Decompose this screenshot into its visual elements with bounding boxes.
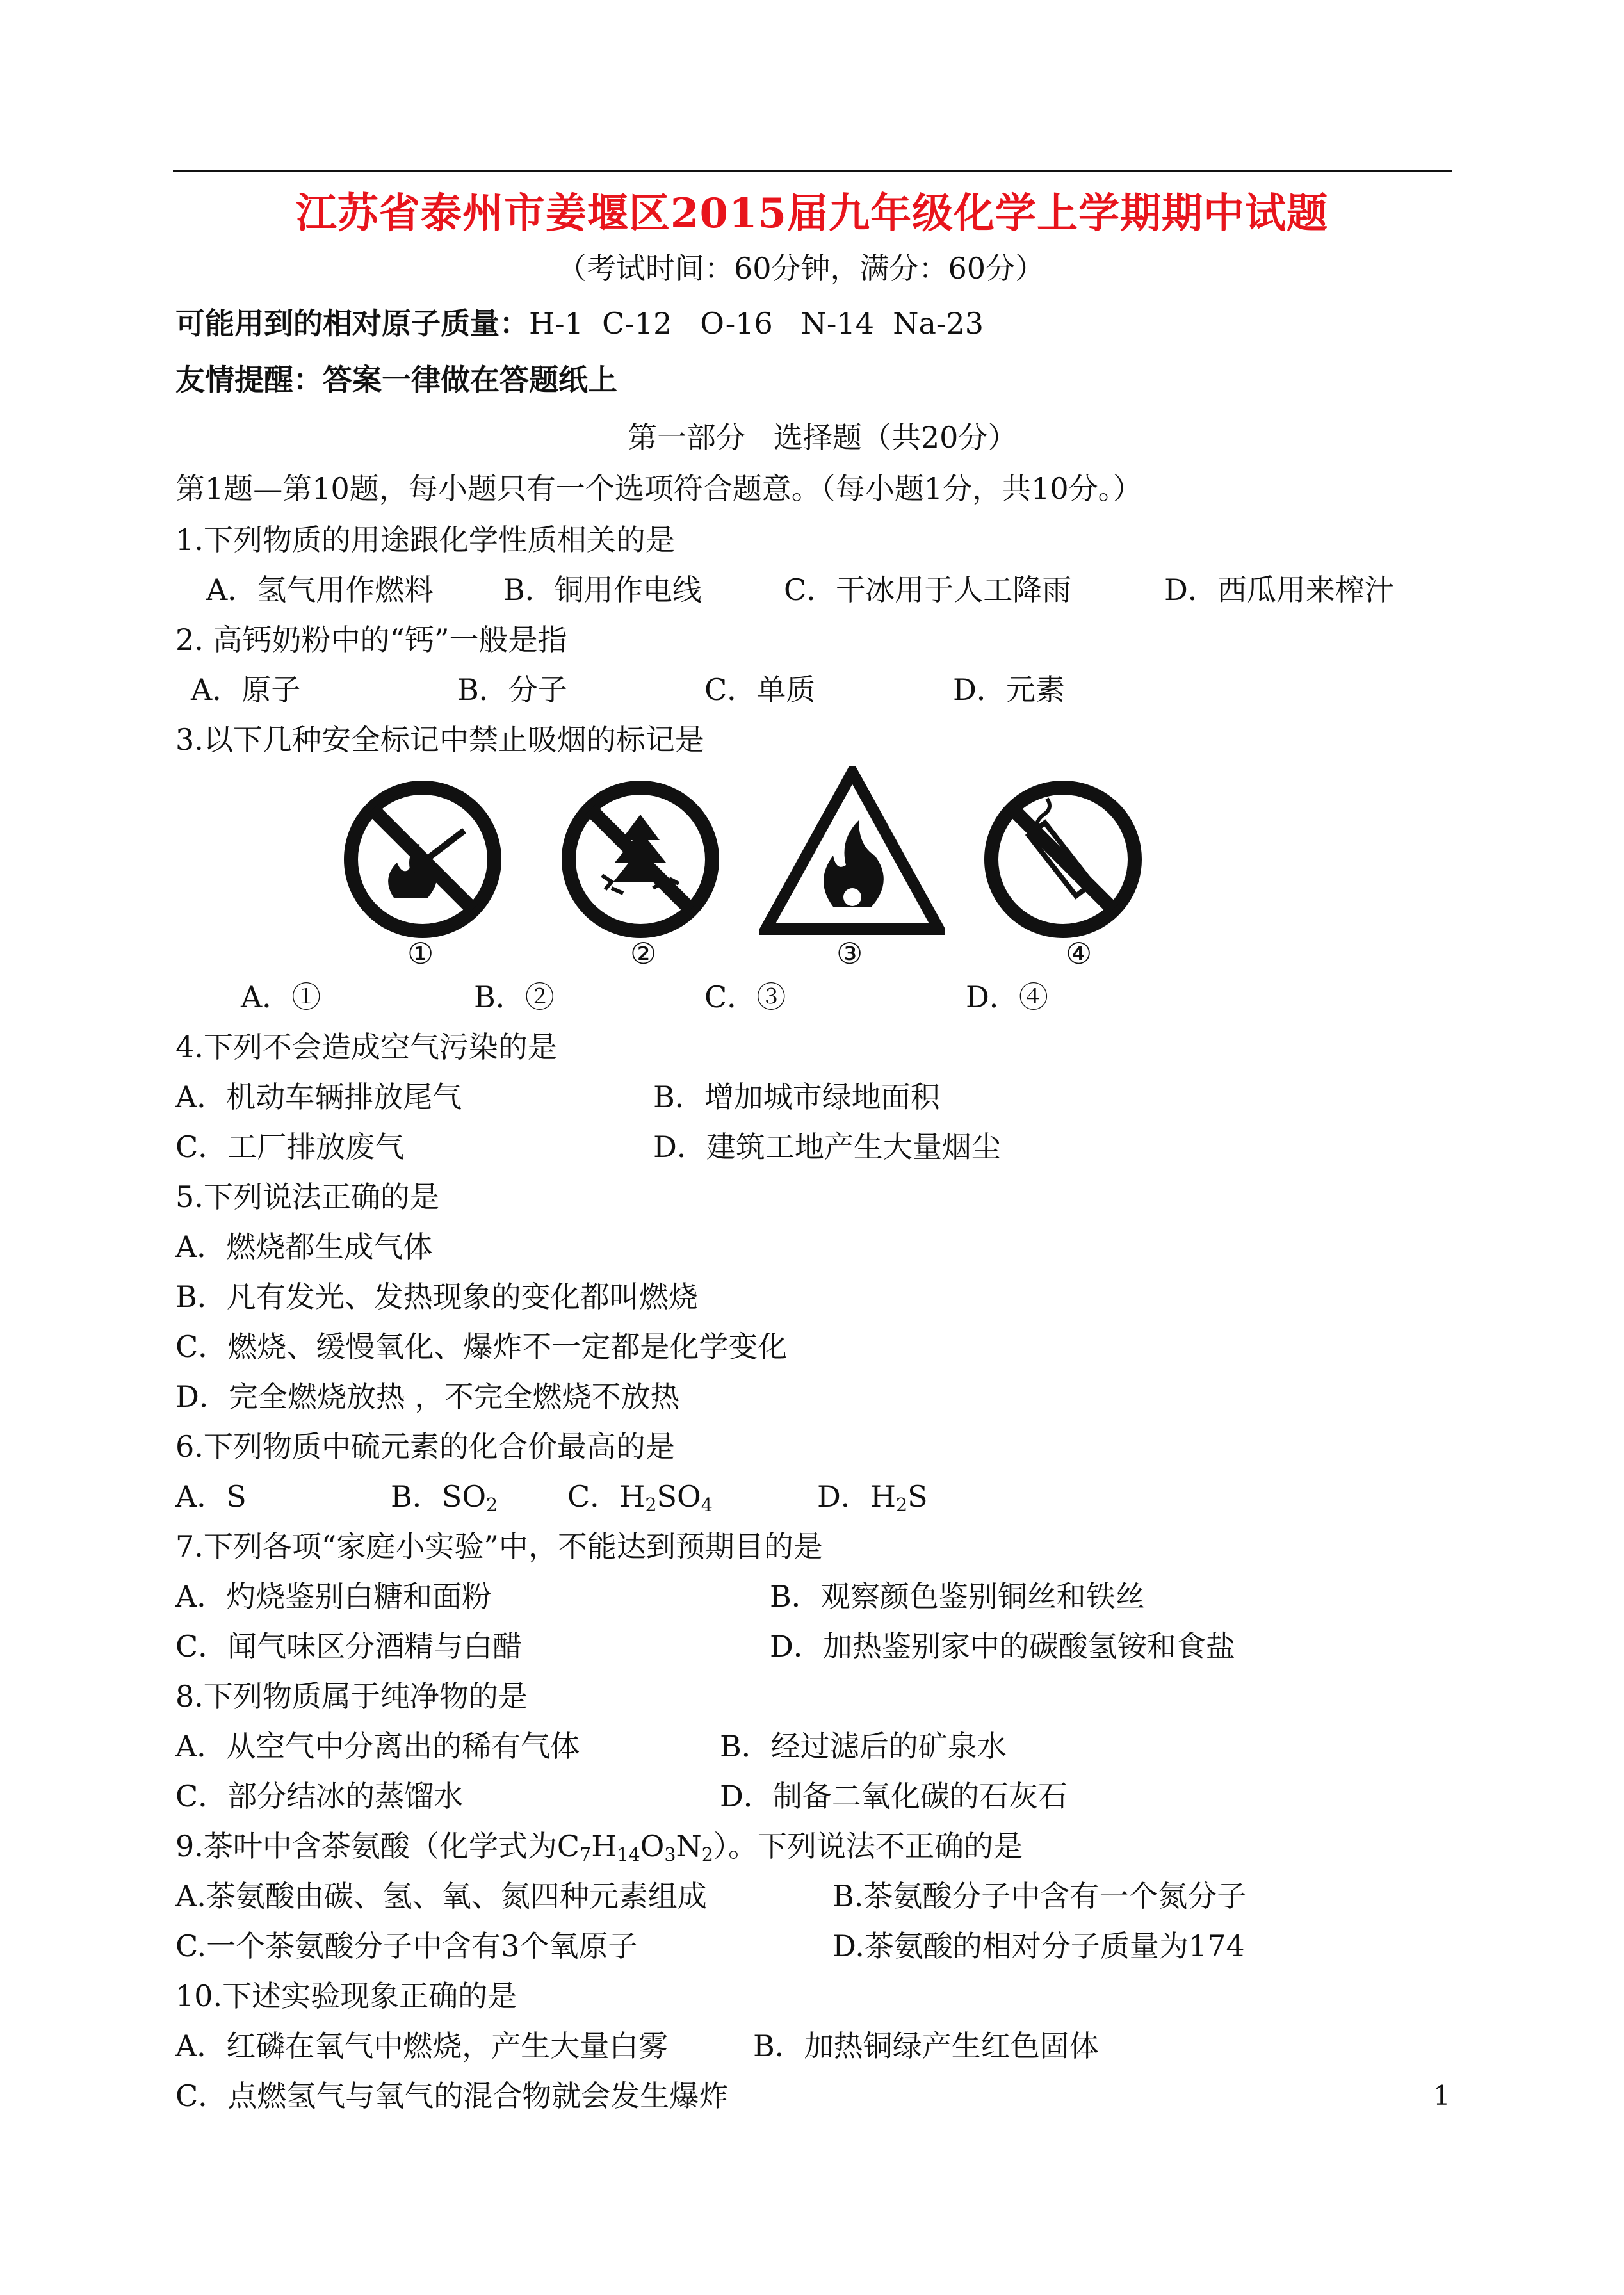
question-1-stem: 1.下列物质的用途跟化学性质相关的是 (175, 523, 675, 557)
q6-option-c: C．$H_2SO_4$ (567, 1479, 713, 1516)
part-title: 第一部分 选择题（共20分） (628, 420, 1018, 455)
q2-option-c: C．单质 (704, 672, 816, 707)
sign-label-1: ① (407, 936, 434, 971)
q4-option-b: B．增加城市绿地面积 (653, 1080, 940, 1114)
q10-option-b: B．加热铜绿产生红色固体 (753, 2029, 1099, 2063)
question-9-stem: 9.茶叶中含茶氨酸（化学式为$C_7H_{14}O_3N_2$）。下列说法不正确的是 (175, 1829, 1023, 1866)
sign-label-3: ③ (836, 936, 863, 971)
top-rule (173, 170, 1452, 172)
q2-option-b: B．分子 (457, 672, 567, 707)
q8-option-d: D．制备二氧化碳的石灰石 (720, 1779, 1068, 1813)
q8-option-c: C．部分结冰的蒸馏水 (175, 1779, 464, 1813)
q6-option-a: A．S (175, 1479, 247, 1514)
q6-option-d: D．$H_2S$ (817, 1479, 928, 1516)
q5-option-b: B．凡有发光、发热现象的变化都叫燃烧 (175, 1279, 698, 1314)
q9-option-b: B.茶氨酸分子中含有一个氮分子 (832, 1879, 1247, 1913)
q9-option-c: C.一个茶氨酸分子中含有3个氧原子 (175, 1929, 638, 1963)
question-2-stem: 2. 高钙奶粉中的“钙”一般是指 (175, 622, 567, 657)
reminder: 友情提醒：答案一律做在答题纸上 (175, 362, 617, 397)
q3-option-c: C．③ (704, 980, 786, 1014)
q4-option-a: A．机动车辆排放尾气 (175, 1080, 462, 1114)
sign-label-4: ④ (1066, 936, 1092, 971)
q3-option-d: D．④ (966, 980, 1048, 1014)
q1-option-b: B．铜用作电线 (503, 572, 702, 607)
question-10-stem: 10.下述实验现象正确的是 (175, 1979, 517, 2013)
part-instruction: 第1题—第10题，每小题只有一个选项符合题意。（每小题1分，共10分。） (175, 471, 1142, 506)
q3-option-b: B．② (474, 980, 555, 1014)
atomic-mass-row (175, 306, 984, 341)
q1-option-c: C．干冰用于人工降雨 (784, 572, 1072, 607)
question-6-stem: 6.下列物质中硫元素的化合价最高的是 (175, 1429, 675, 1464)
q9-option-a: A.茶氨酸由碳、氢、氧、氮四种元素组成 (175, 1879, 707, 1913)
q10-option-a: A．红磷在氧气中燃烧，产生大量白雾 (175, 2029, 669, 2063)
no-cutting-trees-icon (557, 776, 724, 943)
flammable-warning-icon (759, 766, 945, 939)
q5-option-c: C．燃烧、缓慢氧化、爆炸不一定都是化学变化 (175, 1329, 788, 1364)
q10-option-c: C．点燃氢气与氧气的混合物就会发生爆炸 (175, 2079, 729, 2113)
q2-option-a: A．原子 (191, 672, 301, 707)
no-open-flame-icon (339, 776, 506, 943)
no-smoking-icon (980, 776, 1146, 943)
q5-option-d: D．完全燃烧放热 ，不完全燃烧不放热 (175, 1379, 680, 1414)
question-7-stem: 7.下列各项“家庭小实验”中，不能达到预期目的是 (175, 1529, 823, 1564)
q8-option-b: B．经过滤后的矿泉水 (720, 1729, 1007, 1764)
q6-option-b: B．$SO_2$ (391, 1479, 498, 1516)
q7-option-a: A．灼烧鉴别白糖和面粉 (175, 1579, 492, 1614)
q8-option-a: A．从空气中分离出的稀有气体 (175, 1729, 580, 1764)
q1-option-a: A．氢气用作燃料 (206, 572, 434, 607)
q3-option-a: A．① (241, 980, 321, 1014)
question-4-stem: 4.下列不会造成空气污染的是 (175, 1030, 557, 1064)
exam-info: （考试时间：60分钟，满分：60分） (557, 251, 1045, 286)
q7-option-c: C．闻气味区分酒精与白醋 (175, 1629, 523, 1664)
page-number: 1 (1433, 2080, 1450, 2111)
q4-option-c: C．工厂排放废气 (175, 1130, 405, 1164)
question-5-stem: 5.下列说法正确的是 (175, 1180, 439, 1214)
page-title: 江苏省泰州市姜堰区2015届九年级化学上学期期中试题 (295, 190, 1329, 238)
q5-option-a: A．燃烧都生成气体 (175, 1229, 433, 1264)
q7-option-b: B．观察颜色鉴别铜丝和铁丝 (770, 1579, 1145, 1614)
q2-option-d: D．元素 (953, 672, 1065, 707)
sign-label-2: ② (630, 936, 657, 971)
q4-option-d: D．建筑工地产生大量烟尘 (653, 1130, 1001, 1164)
atomic-mass-values: H-1 C-12 O-16 N-14 Na-23 (529, 306, 984, 341)
q7-option-d: D．加热鉴别家中的碳酸氢铵和食盐 (770, 1629, 1235, 1664)
atomic-mass-label: 可能用到的相对原子质量： (175, 306, 529, 341)
q9-option-d: D.茶氨酸的相对分子质量为174 (832, 1929, 1245, 1963)
q1-option-d: D．西瓜用来榨汁 (1164, 572, 1394, 607)
question-8-stem: 8.下列物质属于纯净物的是 (175, 1679, 528, 1714)
question-3-stem: 3.以下几种安全标记中禁止吸烟的标记是 (175, 722, 704, 757)
